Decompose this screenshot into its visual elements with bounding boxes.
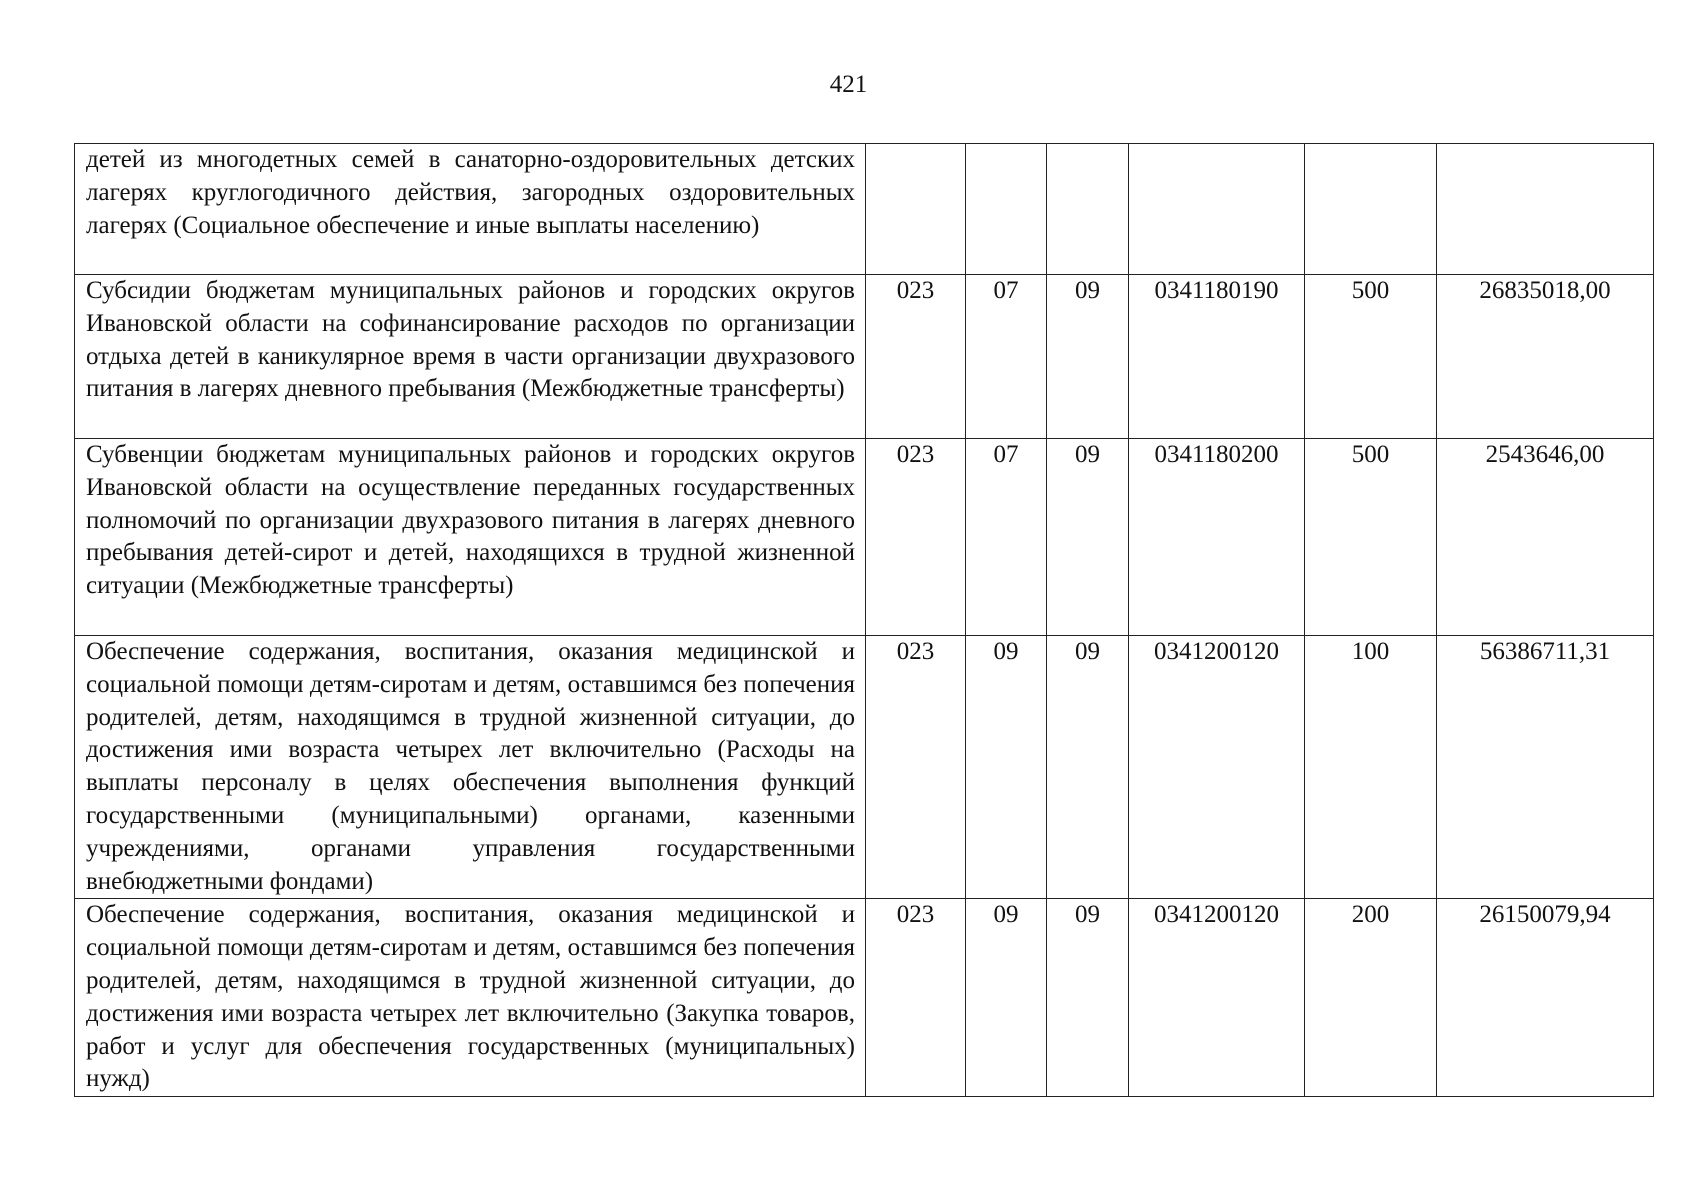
table-row bbox=[75, 899, 1654, 1097]
row-subsection-code: 09 bbox=[1047, 636, 1129, 899]
budget-table bbox=[74, 143, 1654, 1097]
row-description: Субвенции бюджетам муниципальных районов и городских округов Ивановской области на осуществление переданных государственных полномочий по организации двухразового питания в лагерях дневного пребывания детей-сирот и детей, находящихся в трудной жизненной ситуации (Межбюджетные трансферты) bbox=[75, 439, 866, 636]
row-grbs-code: 023 bbox=[866, 439, 966, 636]
row-description: Обеспечение содержания, воспитания, оказания медицинской и социальной помощи детям-сиротам и детям, оставшимся без попечения родителей, детям, находящимся в трудной жизненной ситуации, до достижения ими возраста четырех лет включительно (Закупка товаров, работ и услуг для обеспечения государственных (муниципальных) нужд) bbox=[75, 899, 866, 1097]
row-section-code: 09 bbox=[966, 899, 1047, 1097]
table-row bbox=[75, 275, 1654, 439]
row-expense-type: 500 bbox=[1305, 439, 1437, 636]
row-subsection-code: 09 bbox=[1047, 439, 1129, 636]
row-target-article: 0341180190 bbox=[1129, 275, 1305, 439]
row-expense-type bbox=[1305, 144, 1437, 275]
row-description: Субсидии бюджетам муниципальных районов и городских округов Ивановской области на софинансирование расходов по организации отдыха детей в каникулярное время в части организации двухразового питания в лагерях дневного пребывания (Межбюджетные трансферты) bbox=[75, 275, 866, 439]
row-section-code: 07 bbox=[966, 439, 1047, 636]
row-target-article bbox=[1129, 144, 1305, 275]
table-row bbox=[75, 636, 1654, 899]
row-target-article: 0341180200 bbox=[1129, 439, 1305, 636]
row-description: Обеспечение содержания, воспитания, оказания медицинской и социальной помощи детям-сиротам и детям, оставшимся без попечения родителей, детям, находящимся в трудной жизненной ситуации, до достижения ими возраста четырех лет включительно (Расходы на выплаты персоналу в целях обеспечения выполнения функций государственными (муниципальными) органами, казенными учреждениями, органами управления государственными внебюджетными фондами) bbox=[75, 636, 866, 899]
row-expense-type: 100 bbox=[1305, 636, 1437, 899]
row-grbs-code: 023 bbox=[866, 636, 966, 899]
row-section-code: 09 bbox=[966, 636, 1047, 899]
row-section-code: 07 bbox=[966, 275, 1047, 439]
row-amount bbox=[1437, 144, 1654, 275]
row-description: детей из многодетных семей в санаторно-оздоровительных детских лагерях круглогодичного действия, загородных оздоровительных лагерях (Социальное обеспечение и иные выплаты населению) bbox=[75, 144, 866, 275]
row-subsection-code: 09 bbox=[1047, 275, 1129, 439]
table-row bbox=[75, 439, 1654, 636]
row-target-article: 0341200120 bbox=[1129, 899, 1305, 1097]
row-amount: 2543646,00 bbox=[1437, 439, 1654, 636]
row-grbs-code bbox=[866, 144, 966, 275]
row-expense-type: 200 bbox=[1305, 899, 1437, 1097]
page-number: 421 bbox=[829, 71, 868, 98]
row-amount: 26835018,00 bbox=[1437, 275, 1654, 439]
row-grbs-code: 023 bbox=[866, 275, 966, 439]
row-target-article: 0341200120 bbox=[1129, 636, 1305, 899]
row-subsection-code bbox=[1047, 144, 1129, 275]
row-amount: 56386711,31 bbox=[1437, 636, 1654, 899]
row-expense-type: 500 bbox=[1305, 275, 1437, 439]
row-subsection-code: 09 bbox=[1047, 899, 1129, 1097]
row-grbs-code: 023 bbox=[866, 899, 966, 1097]
table-row bbox=[75, 144, 1654, 275]
row-amount: 26150079,94 bbox=[1437, 899, 1654, 1097]
row-section-code bbox=[966, 144, 1047, 275]
